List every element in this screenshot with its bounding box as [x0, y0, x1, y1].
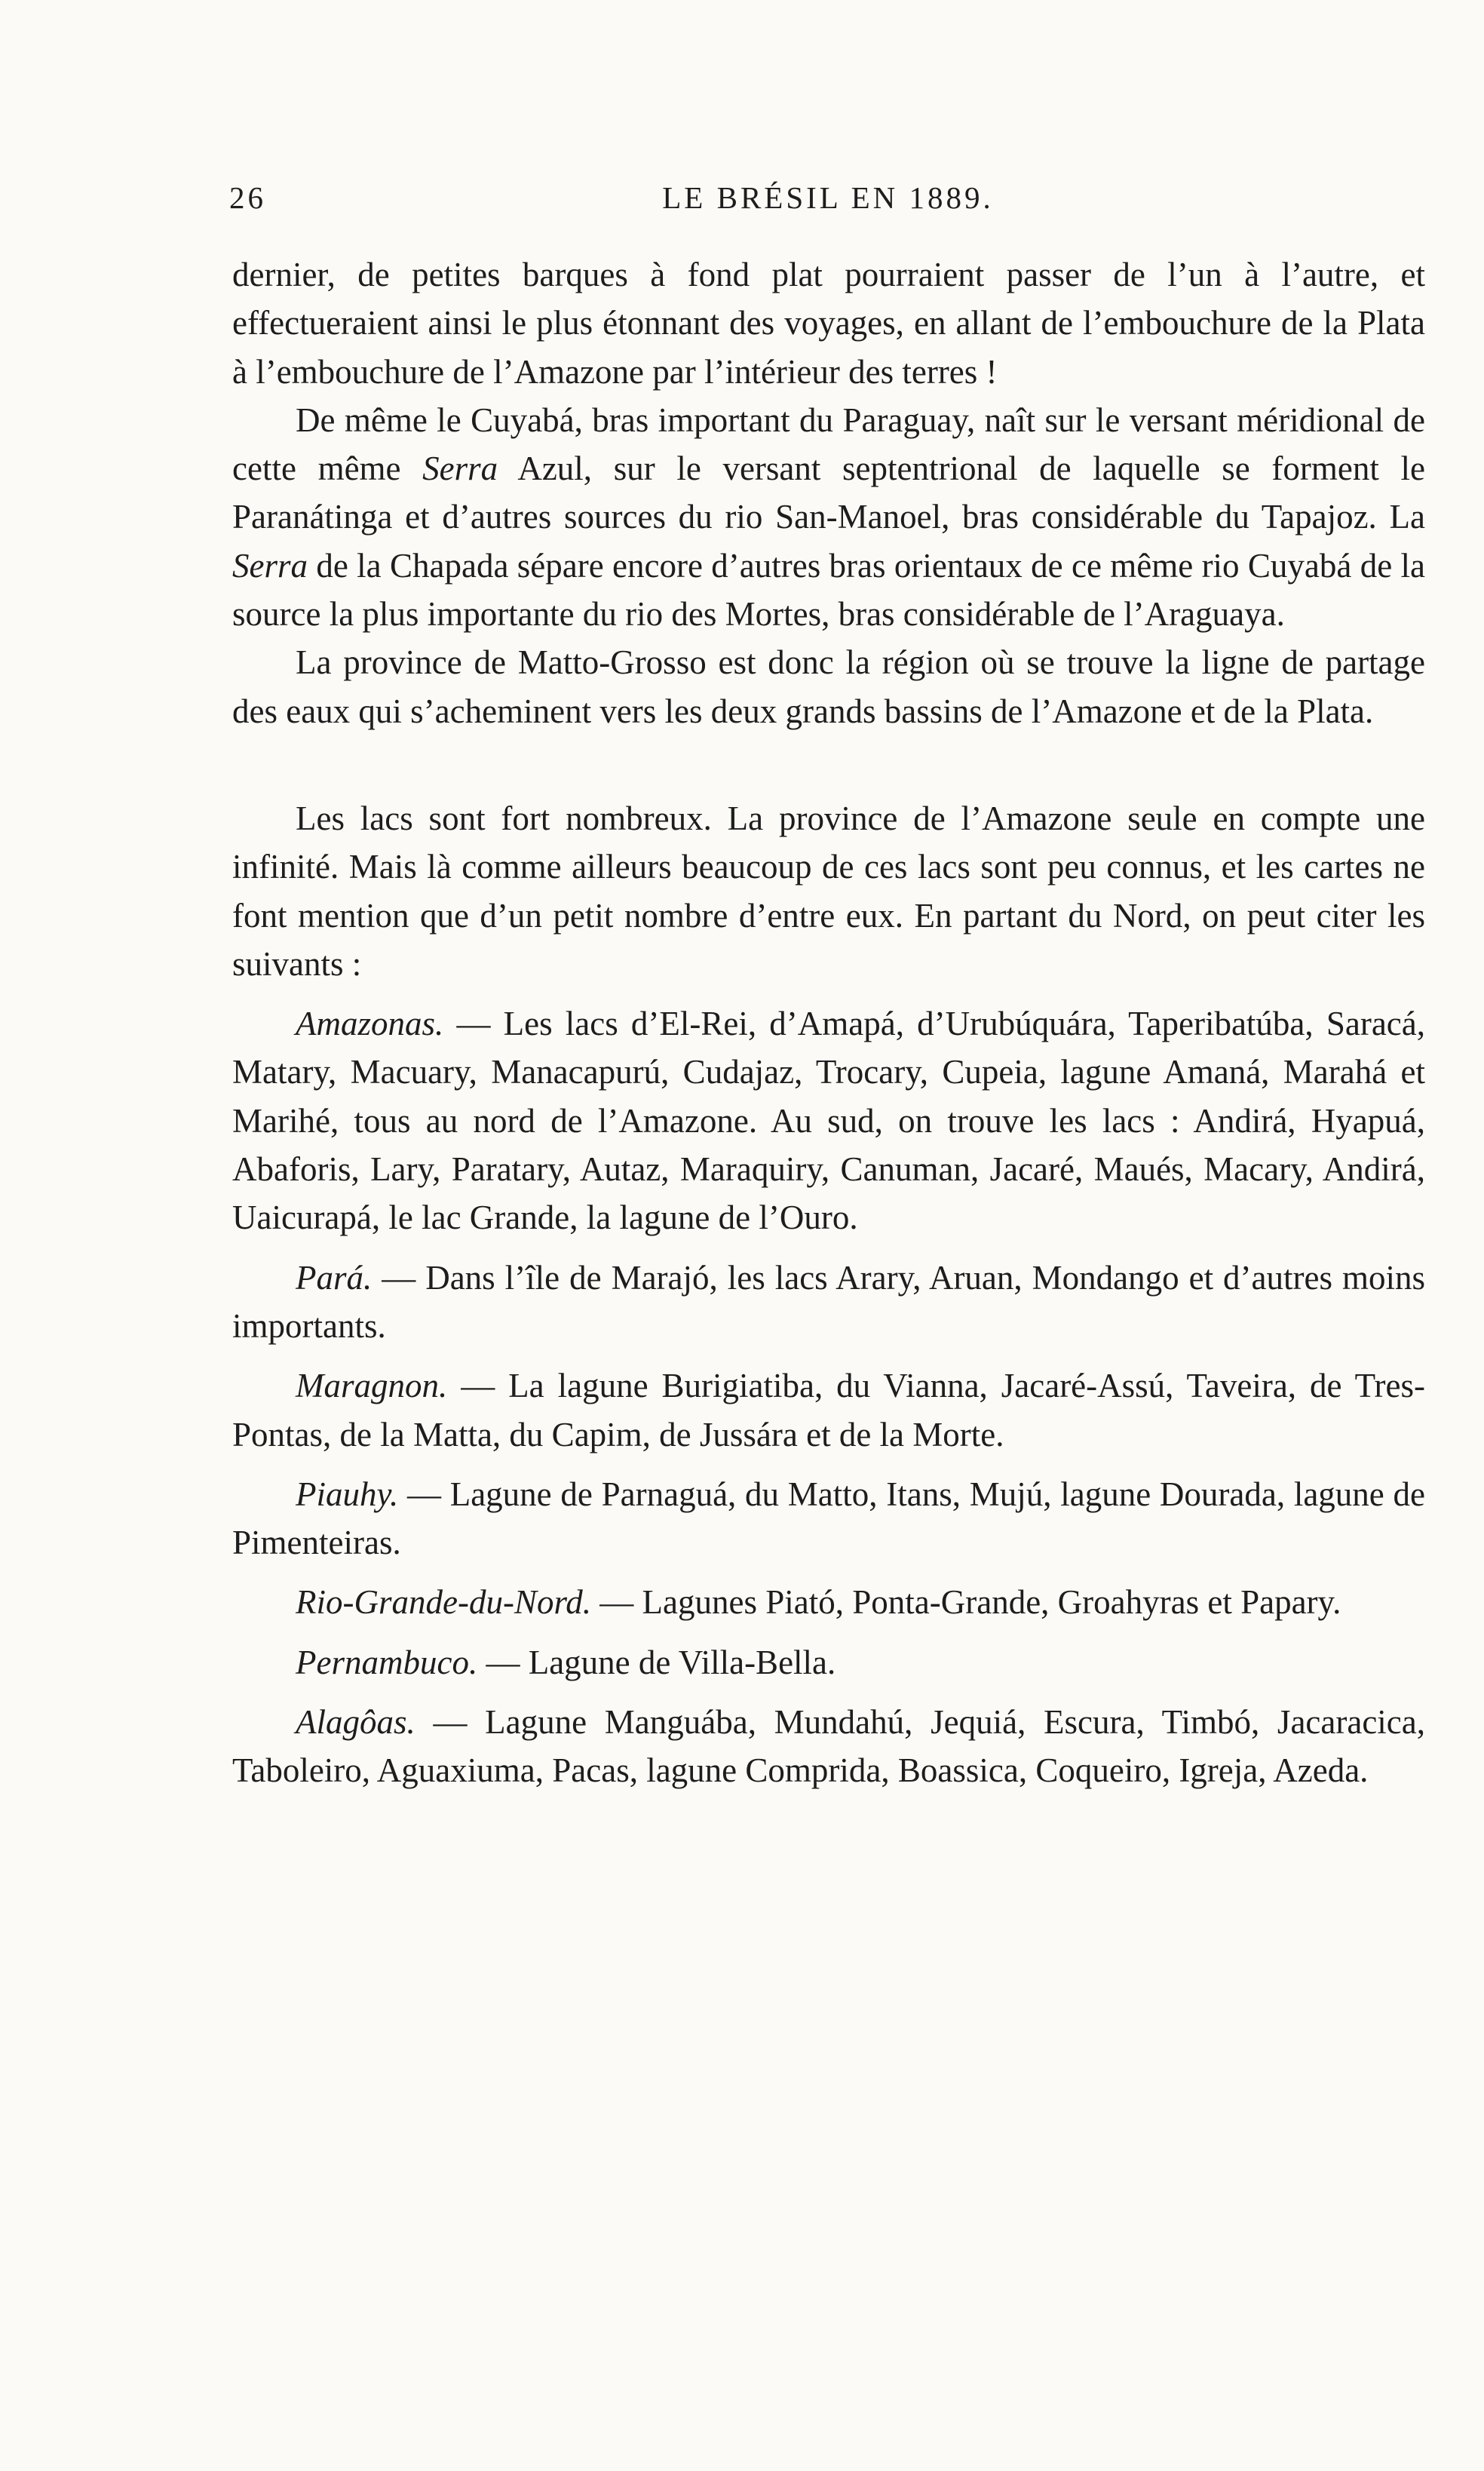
entry-label: Piauhy.: [296, 1475, 399, 1513]
italic-term: Serra: [422, 450, 498, 488]
paragraph-text: Azul, sur le versant septentrional de laquelle se forment le Paranátinga et d’autres sources du rio San-Manoel, bras considérable du Tapajoz. La: [232, 450, 1425, 536]
entry-label: Alagôas.: [296, 1703, 415, 1742]
entry-text: — Lagune de Villa-Bella.: [477, 1643, 836, 1681]
entry-maragnon: [232, 1361, 1425, 1459]
italic-term: Serra: [232, 546, 308, 585]
entry-label: Pernambuco.: [296, 1643, 478, 1681]
paragraph-lacs: Les lacs sont fort nombreux. La province de l’Amazone seule en compte une infinité. Mais là comme ailleurs beaucoup de ces lacs sont peu connus, et les cartes ne font mention que d’un petit nombre d’entre eux. En partant du Nord, on peut citer les suivants :: [232, 799, 1425, 983]
page-number: 26: [229, 180, 266, 215]
entry-label: Maragnon.: [296, 1367, 448, 1405]
entry-rio-grande-du-nord: [232, 1578, 1425, 1626]
paragraph-cuyaba: [232, 396, 1425, 638]
paragraph-text: de la Chapada sépare encore d’autres bras orientaux de ce même rio Cuyabá de la source la plus importante du rio des Mortes, bras considérable de l’Araguaya.: [232, 546, 1425, 634]
entry-para: [232, 1254, 1425, 1351]
entry-text: — La lagune Burigiatiba, du Vianna, Jacaré-Assú, Taveira, de Tres-Pontas, de la Matta, du Capim, de Jussára et de la Morte.: [232, 1367, 1425, 1453]
entry-text: — Les lacs d’El-Rei, d’Amapá, d’Urubúquára, Taperibatúba, Saracá, Matary, Macuary, Manacapurú, Cudajaz, Trocary, Cupeia, lagune Amaná, Marahá et Marihé, tous au nord de l’Amazone. Au sud, on trouve les lacs : Andirá, Hyapuá, Abaforis, Lary, Paratary, Autaz, Maraquiry, Canuman, Jacaré, Maués, Macary, Andirá, Uaicurapá, le lac Grande, la lagune de l’Ouro.: [232, 1005, 1425, 1237]
entry-label: Amazonas.: [296, 1005, 444, 1043]
page-header: [229, 180, 1427, 225]
entry-label: Pará.: [296, 1258, 373, 1297]
entry-text: — Lagunes Piató, Ponta-Grande, Groahyras et Papary.: [591, 1583, 1341, 1622]
page-body: [232, 250, 1425, 1795]
entry-amazonas: [232, 999, 1425, 1242]
entry-alagoas: [232, 1698, 1425, 1795]
running-title: LE BRÉSIL EN 1889.: [662, 180, 994, 215]
paragraph-text: De même le Cuyabá, bras important du Paraguay, naît sur le versant méridional de cette même: [232, 401, 1425, 488]
entry-text: — Dans l’île de Marajó, les lacs Arary, Aruan, Mondango et d’autres moins importants.: [232, 1258, 1425, 1345]
entry-piauhy: [232, 1470, 1425, 1567]
entry-label: Rio-Grande-du-Nord.: [296, 1583, 592, 1622]
paragraph-continued: dernier, de petites barques à fond plat pourraient passer de l’un à l’autre, et effectueraient ainsi le plus étonnant des voyages, en allant de l’embouchure de la Plata à l’embouchure de l’Amazone par l’intérieur des terres !: [232, 256, 1425, 391]
entry-pernambuco: [232, 1638, 1425, 1687]
paragraph-matto-grosso: La province de Matto-Grosso est donc la région où se trouve la ligne de partage des eaux qui s’acheminent vers les deux grands bassins de l’Amazone et de la Plata.: [232, 643, 1425, 730]
entry-text: — Lagune de Parnaguá, du Matto, Itans, Mujú, lagune Dourada, lagune de Pimenteiras.: [232, 1475, 1425, 1562]
entry-text: — Lagune Manguába, Mundahú, Jequiá, Escura, Timbó, Jacaracica, Taboleiro, Aguaxiuma, Pacas, lagune Comprida, Boassica, Coqueiro, Igreja, Azeda.: [232, 1703, 1425, 1790]
